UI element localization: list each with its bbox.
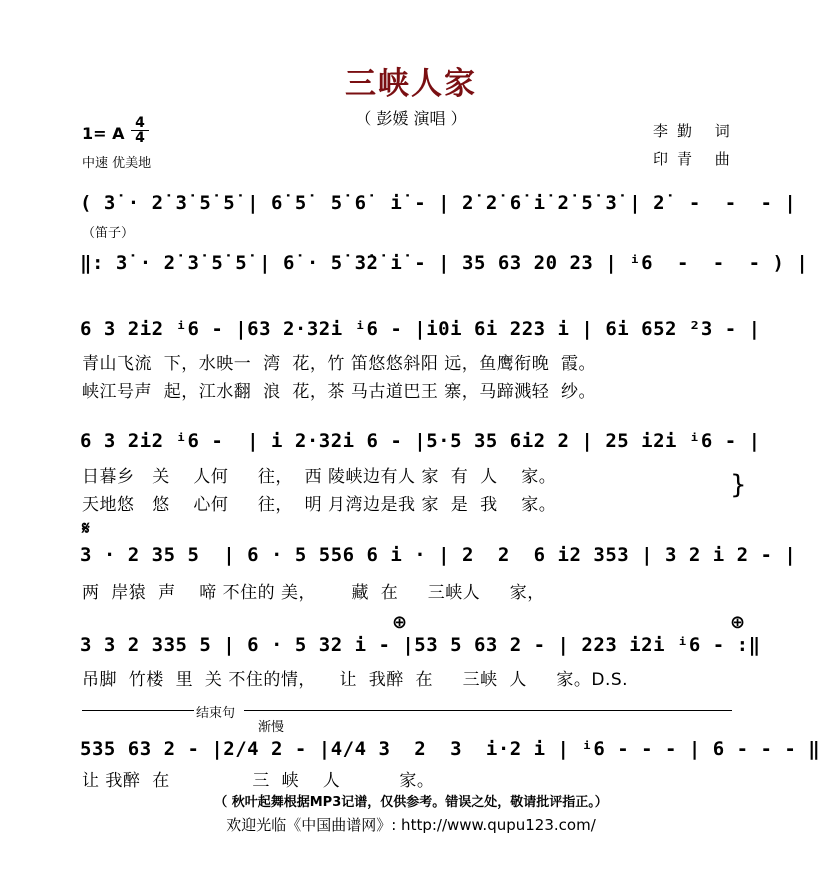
- verse-brace: }: [730, 470, 747, 500]
- composer-credit: 印青 曲: [653, 150, 739, 168]
- notation-row-7: 535 63 2 - |2/4 2 - |4/4 3 2 3 i·2 i | ⁱ6 - - - | 6 - - - ‖: [80, 738, 821, 760]
- notation-row-2: ‖: 3̇ · 2̇ 3̇ 5̇ 5̇ | 6̇ · 5̇ 3̇2̇ i̇ - | 35 63 20 23 | ⁱ6 - - - ) |: [80, 252, 809, 274]
- lyricist-credit: 李勤 词: [653, 122, 739, 140]
- transcriber-note: （ 秋叶起舞根据MP3记谱，仅供参考。错误之处，敬请批评指正。）: [214, 795, 608, 810]
- lyrics-row-7: 让 我醉 在 三 峡 人 家。: [82, 771, 435, 791]
- coda-symbol-2: ⊕: [730, 612, 746, 633]
- segno-symbol: 𝄋: [82, 518, 90, 539]
- ritardando-marking: 渐慢: [258, 720, 285, 735]
- lyrics-row-4-verse-2: 天地悠 悠 心何 往， 明 月湾边是我 家 是 我 家。: [82, 495, 557, 515]
- coda-symbol-1: ⊕: [392, 612, 408, 633]
- key-signature: 1= A: [82, 124, 125, 143]
- notation-row-5: 3 · 2 35 5 | 6 · 5 556 6 i · | 2 2 6 i2 353 | 3 2 i 2 - |: [80, 544, 797, 566]
- notation-row-3: 6 3 2i2 ⁱ6 - |63 2·32i ⁱ6 - |i0i 6i 223 i | 6i 652 ²3 - |: [80, 318, 761, 340]
- lyrics-row-5: 两 岸猿 声 啼 不住的 美， 藏 在 三峡人 家，: [82, 583, 545, 603]
- lyrics-row-3-verse-1: 青山飞流 下，水映一 湾 花，竹 笛悠悠斜阳 远，鱼鹰衔晚 霞。: [82, 354, 597, 374]
- lyrics-row-4-verse-1: 日暮乡 关 人何 往， 西 陵峡边有人 家 有 人 家。: [82, 467, 557, 487]
- ending-bracket-left: [82, 710, 194, 711]
- time-signature-bottom: 4: [135, 130, 145, 146]
- time-signature: [131, 116, 149, 145]
- notation-row-6: 3 3 2 335 5 | 6 · 5 32 i - |53 5 63 2 - | 223 i2i ⁱ6 - :‖: [80, 634, 761, 656]
- song-title: 三峡人家: [345, 66, 477, 102]
- time-signature-top: 4: [131, 116, 149, 131]
- lyrics-row-3-verse-2: 峡江号声 起，江水翻 浪 花，茶 马古道巴王 寨，马蹄溅轻 纱。: [82, 382, 597, 402]
- notation-row-4: 6 3 2i2 ⁱ6 - | i 2·32i 6 - |5·5 35 6i2 2 | 25 i2i ⁱ6 - |: [80, 430, 761, 452]
- instrument-label: （笛子）: [82, 226, 135, 241]
- website-credit: 欢迎光临《中国曲谱网》: http://www.qupu123.com/: [226, 816, 596, 834]
- ending-bracket-right: [244, 710, 732, 711]
- ending-label: 结束句: [196, 706, 236, 721]
- singer-credit: （ 彭媛 演唱 ）: [355, 109, 467, 128]
- notation-row-1: ( 3̇ · 2̇ 3̇ 5̇ 5̇ | 6̇ 5̇ 5̇ 6̇ i̇ - | 2̇ 2̇ 6̇ i̇ 2̇ 5̇ 3̇ | 2̇ - - - |: [80, 192, 797, 214]
- tempo-marking: 中速 优美地: [82, 156, 152, 171]
- lyrics-row-6: 吊脚 竹楼 里 关 不住的情， 让 我醉 在 三峡 人 家。D.S.: [82, 670, 629, 690]
